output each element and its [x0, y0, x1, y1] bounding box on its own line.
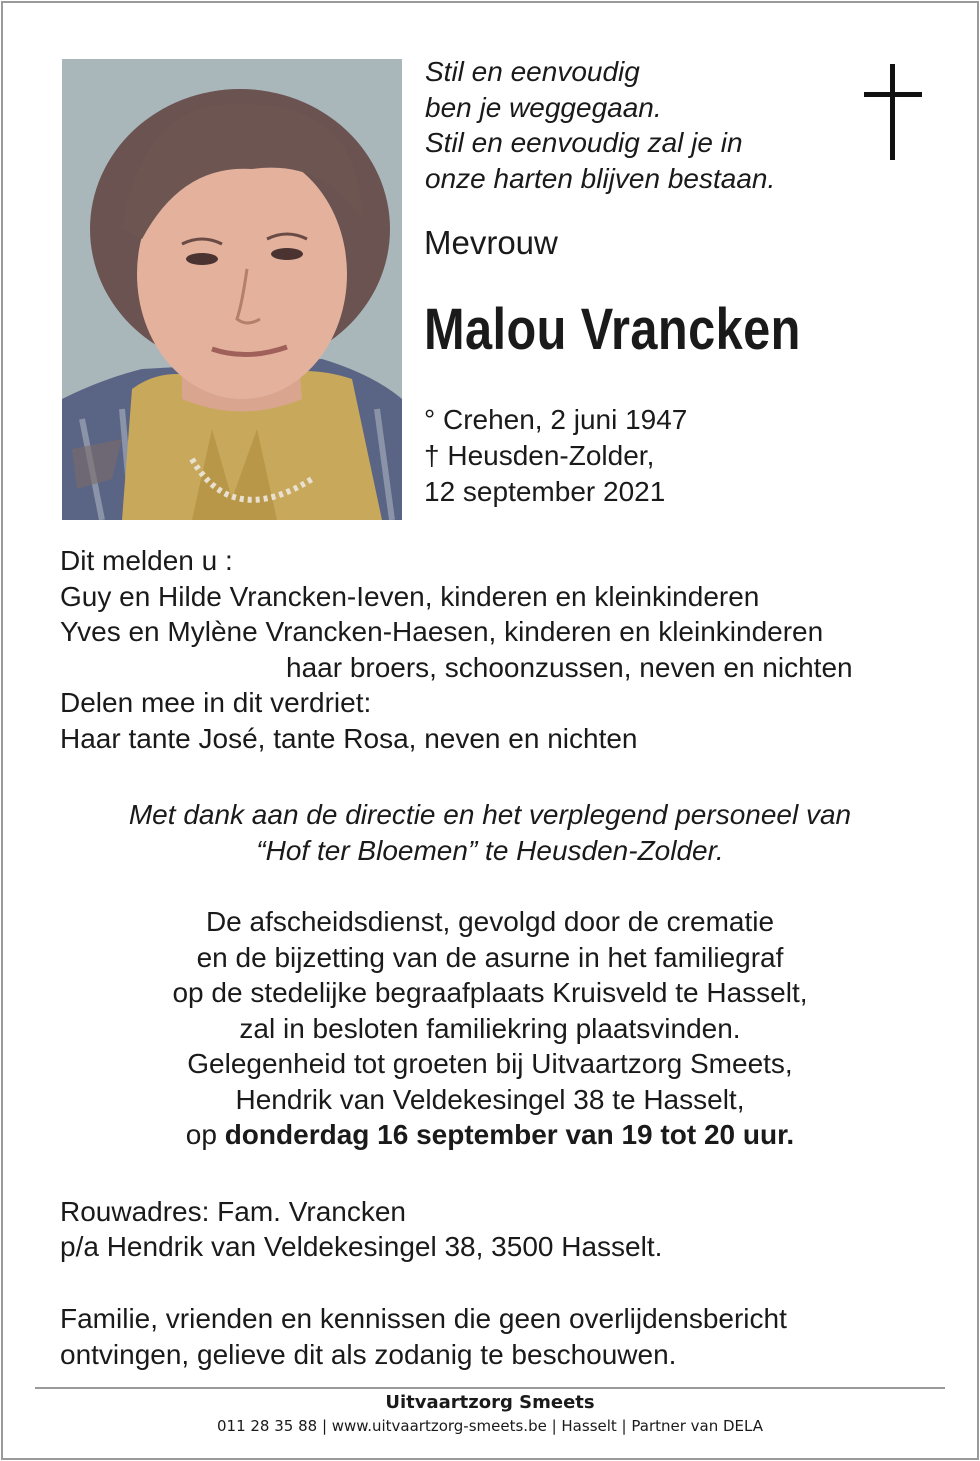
announcement-line: Dit melden u : — [60, 545, 233, 576]
mourning-address — [60, 1194, 662, 1264]
deceased-name: Malou Vrancken — [424, 297, 801, 362]
ceremony-line: De afscheidsdienst, gevolgd door de crematie — [205, 906, 775, 937]
birth-date: ° Crehen, 2 juni 1947 — [424, 404, 688, 435]
funeral-home-contact: 011 28 35 88 | www.uitvaartzorg-smeets.be | Hasselt | Partner van DELA — [216, 1417, 763, 1435]
death-place: † Heusden-Zolder, — [424, 440, 655, 471]
announcement-line: Guy en Hilde Vrancken-Ieven, kinderen en kleinkinderen — [60, 580, 760, 612]
ceremony-line: en de bijzetting van de asurne in het familiegraf — [196, 941, 784, 973]
address-line: p/a Hendrik van Veldekesingel 38, 3500 Hasselt. — [60, 1231, 663, 1262]
death-date: 12 september 2021 — [424, 476, 666, 507]
honorific: Mevrouw — [424, 224, 558, 261]
address-line: Rouwadres: Fam. Vrancken — [60, 1196, 406, 1227]
visitation-prefix: op — [185, 1119, 225, 1150]
announcement-line: Yves en Mylène Vrancken-Haesen, kinderen en kleinkinderen — [60, 616, 824, 647]
footer-divider — [35, 1387, 945, 1389]
visitation-time: donderdag 16 september van 19 tot 20 uur. — [224, 1119, 795, 1150]
funeral-home-name: Uitvaartzorg Smeets — [385, 1392, 595, 1413]
poem-line: onze harten blijven bestaan. — [425, 162, 776, 194]
memorial-poem — [425, 54, 775, 196]
family-announcement — [60, 543, 853, 756]
poem-line: Stil en eenvoudig zal je in — [425, 127, 743, 158]
thanks-line: Met dank aan de directie en het verplegend personeel van — [128, 799, 852, 830]
notice-line: Familie, vrienden en kennissen die geen overlijdensbericht — [60, 1303, 787, 1334]
ceremony-details — [0, 904, 980, 1153]
thanks-note — [0, 797, 980, 869]
announcement-line: haar broers, schoonzussen, neven en nichten — [286, 651, 853, 683]
notice-line: ontvingen, gelieve dit als zodanig te beschouwen. — [60, 1338, 677, 1370]
ceremony-line: op de stedelijke begraafplaats Kruisveld te Hasselt, — [172, 977, 808, 1008]
poem-line: Stil en eenvoudig — [425, 56, 640, 87]
announcement-line: Delen mee in dit verdriet: — [60, 687, 372, 718]
thanks-line: “Hof ter Bloemen” te Heusden-Zolder. — [256, 835, 724, 866]
cross-icon — [864, 64, 922, 160]
visitation-line — [0, 1117, 980, 1153]
ceremony-line: Gelegenheid tot groeten bij Uitvaartzorg Smeets, — [187, 1048, 793, 1079]
ceremony-line: Hendrik van Veldekesingel 38 te Hasselt, — [235, 1083, 745, 1115]
closing-notice — [60, 1301, 787, 1372]
ceremony-line: zal in besloten familiekring plaatsvinden. — [239, 1012, 741, 1044]
life-dates — [424, 402, 687, 510]
portrait-photo — [62, 59, 402, 520]
poem-line: ben je weggegaan. — [425, 91, 662, 123]
announcement-line: Haar tante José, tante Rosa, neven en nichten — [60, 722, 638, 754]
